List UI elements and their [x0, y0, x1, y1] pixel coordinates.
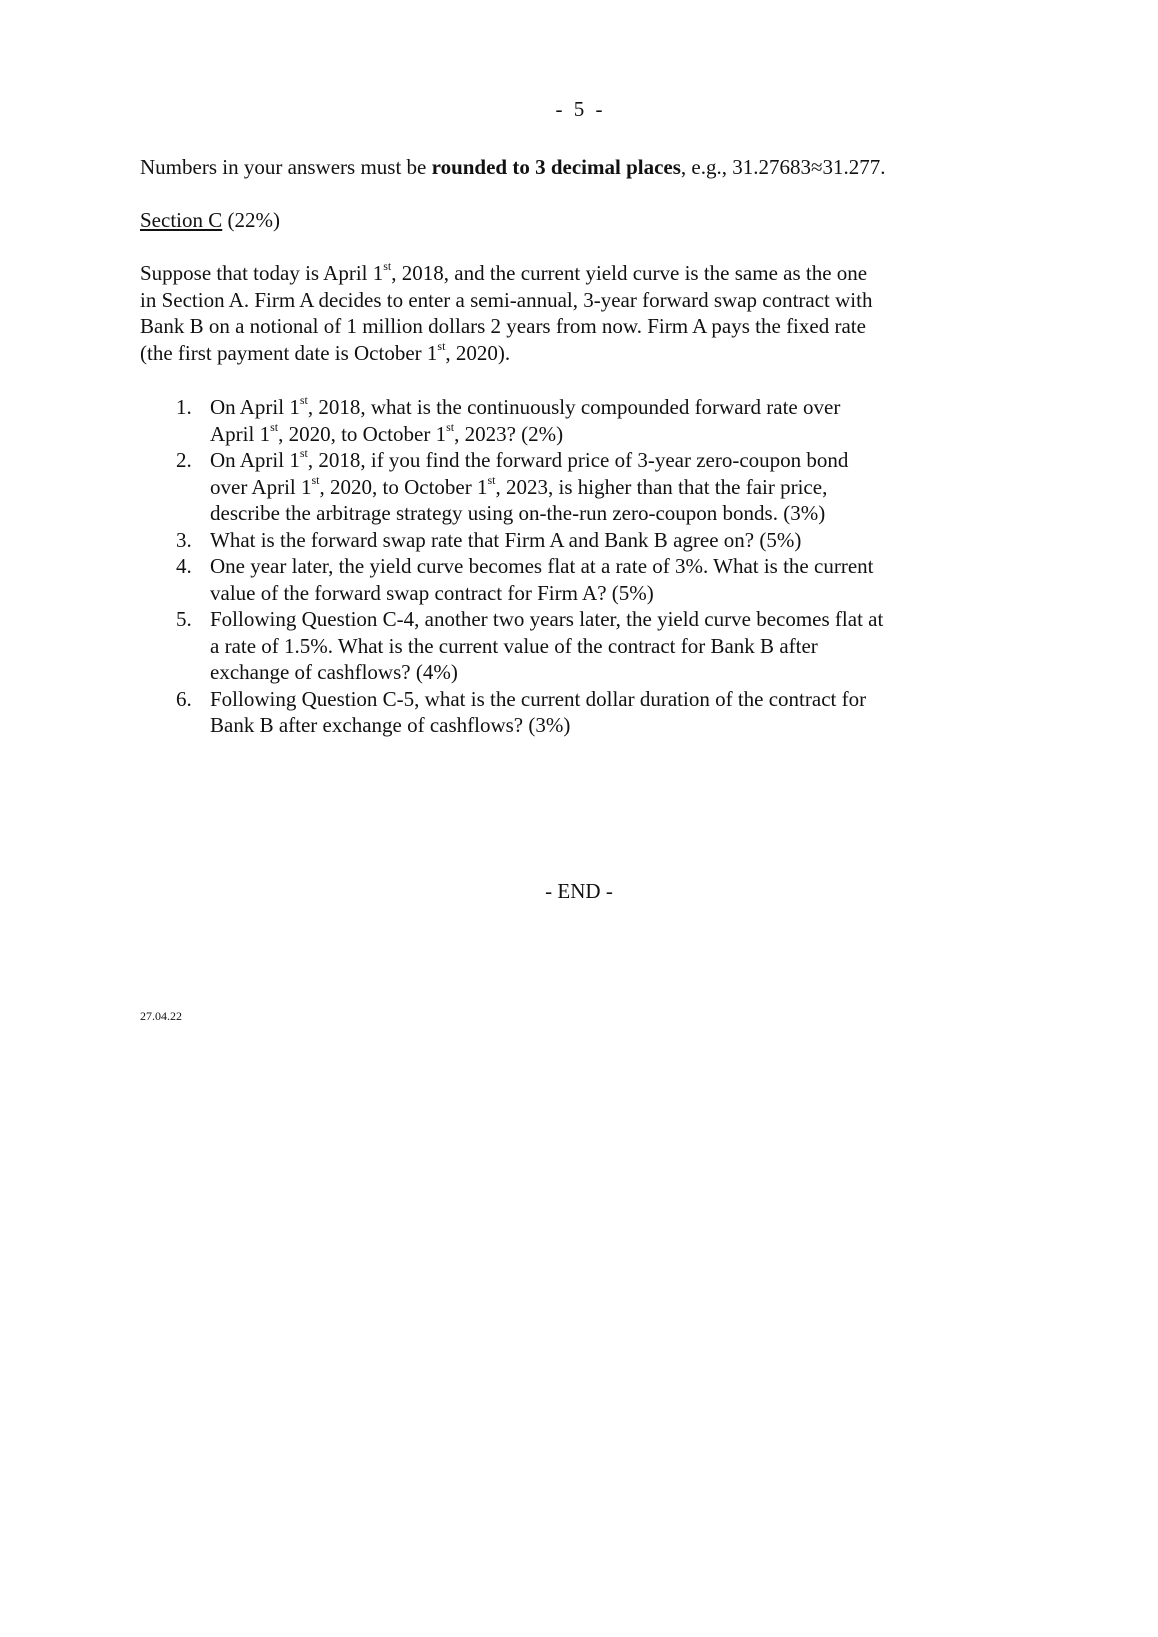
- end-marker: - END -: [545, 879, 613, 903]
- question-item: 2. On April 1st, 2018, if you find the forward price of 3-year zero-coupon bond over April 1st, 2020, to October 1st, 2023, is higher than that the fair price, describe the arbitrage strategy using on-the-run zero-coupon bonds. (3%): [176, 446, 849, 525]
- page-number: - 5 -: [555, 97, 603, 121]
- intro-text-before: Numbers in your answers must be: [140, 155, 432, 179]
- section-weight: (22%): [227, 208, 280, 232]
- question-number: 6.: [176, 686, 192, 711]
- section-heading: [140, 207, 280, 233]
- intro-bold-text: rounded to 3 decimal places: [431, 155, 681, 179]
- question-item: 4. One year later, the yield curve becomes flat at a rate of 3%. What is the current value of the forward swap contract for Firm A? (5%): [176, 554, 874, 605]
- section-title: Section C: [140, 208, 223, 232]
- scenario-line: (the first payment date is October 1st, 2020).: [140, 338, 511, 365]
- rounding-instruction: [140, 154, 886, 180]
- question-list: [140, 394, 970, 739]
- question-number: 4.: [176, 554, 192, 578]
- question-number: 2.: [176, 448, 192, 472]
- question-item: 1. On April 1st, 2018, what is the continuously compounded forward rate over April 1st, 2020, to October 1st, 2023? (2%): [176, 393, 841, 446]
- scenario-line: in Section A. Firm A decides to enter a semi-annual, 3-year forward swap contract with: [140, 287, 873, 312]
- question-number: 3.: [176, 527, 192, 552]
- intro-text-after: , e.g., 31.27683≈31.277.: [680, 155, 886, 179]
- question-item: 6. Following Question C-5, what is the current dollar duration of the contract for Bank B after exchange of cashflows? (3%): [176, 686, 867, 737]
- scenario-line: Suppose that today is April 1st, 2018, and the current yield curve is the same as the one: [140, 259, 868, 285]
- question-item: 5. Following Question C-4, another two years later, the yield curve becomes flat at a rate of 1.5%. What is the current value of the contract for Bank B after exchange of cashflows? (4%): [176, 607, 884, 684]
- question-number: 1.: [176, 395, 192, 419]
- date-code: 27.04.22: [140, 1009, 182, 1023]
- question-number: 5.: [176, 607, 192, 631]
- scenario-paragraph: [140, 260, 872, 366]
- question-item: 3. What is the forward swap rate that Firm A and Bank B agree on? (5%): [176, 527, 802, 552]
- scenario-line: Bank B on a notional of 1 million dollars 2 years from now. Firm A pays the fixed rate: [140, 314, 866, 338]
